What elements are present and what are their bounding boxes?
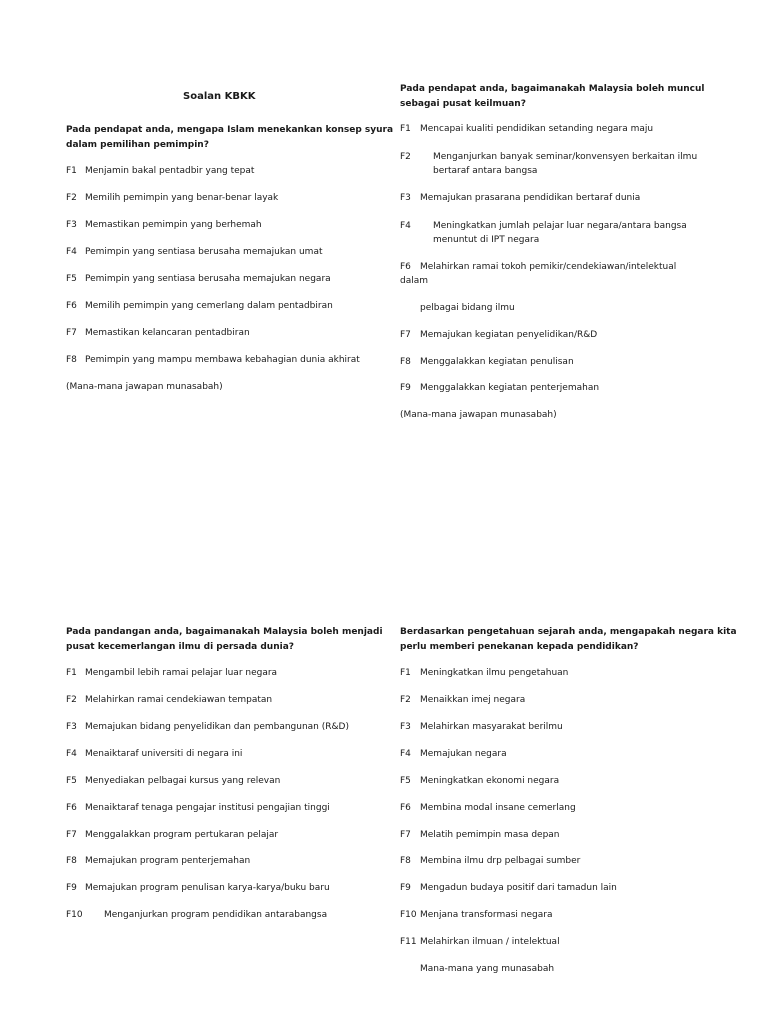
answer-code: F2	[66, 695, 77, 705]
answer-code: F3	[66, 220, 77, 230]
answer-item	[66, 803, 330, 813]
answer-item	[66, 722, 349, 732]
answer-text: Pemimpin yang mampu membawa kebahagian dunia akhirat	[85, 355, 360, 365]
answer-text: Menaikkan imej negara	[420, 695, 526, 705]
answer-note: (Mana-mana jawapan munasabah)	[400, 410, 557, 420]
answer-item	[400, 856, 581, 866]
answer-code: F4	[66, 749, 77, 759]
answer-item	[66, 749, 243, 759]
answer-text: Memajukan program penterjemahan	[85, 856, 251, 866]
answer-item	[66, 830, 279, 840]
answer-text-continued: pelbagai bidang ilmu	[420, 303, 515, 313]
answer-code: F1	[400, 668, 411, 678]
answer-text: Menganjurkan banyak seminar/konvensyen berkaitan ilmu	[433, 152, 698, 162]
answer-text: Melatih pemimpin masa depan	[420, 830, 560, 840]
answer-item	[400, 668, 569, 678]
answer-item	[66, 695, 273, 705]
answer-code: F4	[400, 221, 411, 231]
answer-text: Meningkatkan ilmu pengetahuan	[420, 668, 569, 678]
answer-code: F7	[66, 830, 77, 840]
answer-code: F1	[66, 166, 77, 176]
answer-item	[66, 328, 250, 338]
question-3-line-2: pusat kecemerlangan ilmu di persada dunia?	[66, 642, 294, 652]
answer-code: F2	[400, 695, 411, 705]
answer-code: F10	[66, 910, 83, 920]
answer-item	[400, 722, 563, 732]
answer-text: Meningkatkan ekonomi negara	[420, 776, 560, 786]
answer-text: Menggalakkan kegiatan penulisan	[420, 357, 574, 367]
answer-item	[400, 695, 526, 705]
answer-code: F9	[400, 883, 411, 893]
answer-item	[400, 776, 560, 786]
answer-item	[400, 830, 560, 840]
answer-text: Memastikan kelancaran pentadbiran	[85, 328, 250, 338]
answer-item	[66, 301, 333, 311]
answer-item	[400, 383, 600, 393]
answer-code: F11	[400, 937, 417, 947]
answer-item	[66, 856, 251, 866]
answer-text: Memilih pemimpin yang cemerlang dalam pentadbiran	[85, 301, 333, 311]
answer-text-continued: bertaraf antara bangsa	[433, 166, 538, 176]
answer-text: Melahirkan ramai tokoh pemikir/cendekiawan/intelektual	[420, 262, 677, 272]
answer-text: Memajukan prasarana pendidikan bertaraf dunia	[420, 193, 641, 203]
answer-text: Memilih pemimpin yang benar-benar layak	[85, 193, 279, 203]
answer-code: F3	[400, 722, 411, 732]
answer-text: Menjana transformasi negara	[420, 910, 553, 920]
answer-code: F9	[66, 883, 77, 893]
answer-item	[66, 193, 279, 203]
answer-text: Memajukan kegiatan penyelidikan/R&D	[420, 330, 598, 340]
answer-text: Memajukan program penulisan karya-karya/buku baru	[85, 883, 330, 893]
answer-item	[66, 668, 278, 678]
answer-code: F4	[400, 749, 411, 759]
answer-item	[400, 221, 411, 231]
answer-item	[400, 749, 507, 759]
answer-text: Mengadun budaya positif dari tamadun lain	[420, 883, 617, 893]
answer-text: Meningkatkan jumlah pelajar luar negara/antara bangsa	[433, 221, 687, 231]
answer-item	[400, 262, 677, 272]
answer-item	[400, 152, 411, 162]
answer-item	[400, 193, 641, 203]
answer-item	[66, 247, 323, 257]
question-1-line-1: Pada pendapat anda, mengapa Islam menekankan konsep syura	[66, 125, 394, 135]
answer-text: Pemimpin yang sentiasa berusaha memajukan umat	[85, 247, 323, 257]
answer-item	[400, 910, 553, 920]
answer-text: Menganjurkan program pendidikan antarabangsa	[104, 910, 328, 920]
answer-item	[400, 124, 654, 134]
answer-item	[400, 883, 617, 893]
answer-code: F7	[400, 330, 411, 340]
answer-item	[66, 910, 328, 920]
answer-code: F5	[66, 776, 77, 786]
answer-code: F1	[400, 124, 411, 134]
question-2-line-1: Pada pendapat anda, bagaimanakah Malaysia boleh muncul	[400, 84, 705, 94]
answer-code: F5	[66, 274, 77, 284]
answer-code: F6	[66, 803, 77, 813]
answer-code: F8	[400, 357, 411, 367]
answer-code: F3	[66, 722, 77, 732]
answer-code: F8	[400, 856, 411, 866]
answer-code: F6	[400, 262, 411, 272]
answer-code: F7	[66, 328, 77, 338]
answer-item	[400, 937, 560, 947]
answer-code: F5	[400, 776, 411, 786]
question-4-line-1: Berdasarkan pengetahuan sejarah anda, mengapakah negara kita	[400, 627, 737, 637]
question-4-line-2: perlu memberi penekanan kepada pendidikan?	[400, 642, 639, 652]
answer-code: F1	[66, 668, 77, 678]
answer-item	[400, 803, 576, 813]
answer-note: (Mana-mana jawapan munasabah)	[66, 382, 223, 392]
answer-code: F8	[66, 856, 77, 866]
question-2-line-2: sebagai pusat keilmuan?	[400, 99, 526, 109]
answer-note: Mana-mana yang munasabah	[420, 964, 555, 974]
question-1-line-2: dalam pemilihan pemimpin?	[66, 140, 209, 150]
answer-text: Menggalakkan program pertukaran pelajar	[85, 830, 279, 840]
answer-text: Mengambil lebih ramai pelajar luar negara	[85, 668, 278, 678]
answer-item	[66, 166, 255, 176]
answer-code: F4	[66, 247, 77, 257]
answer-text: Memastikan pemimpin yang berhemah	[85, 220, 262, 230]
answer-code: F8	[66, 355, 77, 365]
answer-code: F7	[400, 830, 411, 840]
answer-text: Pemimpin yang sentiasa berusaha memajukan negara	[85, 274, 331, 284]
answer-text: Melahirkan ramai cendekiawan tempatan	[85, 695, 273, 705]
answer-item	[400, 357, 574, 367]
answer-code: F3	[400, 193, 411, 203]
answer-item	[66, 776, 281, 786]
answer-text-continued: dalam	[400, 276, 429, 286]
answer-code: F9	[400, 383, 411, 393]
answer-text: Menaiktaraf universiti di negara ini	[85, 749, 243, 759]
answer-item	[66, 274, 331, 284]
answer-text-continued: menuntut di IPT negara	[433, 235, 540, 245]
answer-text: Memajukan negara	[420, 749, 507, 759]
answer-item	[66, 220, 262, 230]
answer-code: F10	[400, 910, 417, 920]
answer-text: Melahirkan masyarakat berilmu	[420, 722, 563, 732]
answer-text: Membina modal insane cemerlang	[420, 803, 576, 813]
answer-code: F2	[400, 152, 411, 162]
answer-text: Menyediakan pelbagai kursus yang relevan	[85, 776, 281, 786]
answer-text: Menaiktaraf tenaga pengajar institusi pengajian tinggi	[85, 803, 330, 813]
answer-text: Menjamin bakal pentadbir yang tepat	[85, 166, 255, 176]
answer-text: Menggalakkan kegiatan penterjemahan	[420, 383, 600, 393]
answer-code: F6	[66, 301, 77, 311]
answer-text: Mencapai kualiti pendidikan setanding negara maju	[420, 124, 654, 134]
question-3-line-1: Pada pandangan anda, bagaimanakah Malaysia boleh menjadi	[66, 627, 383, 637]
answer-text: Membina ilmu drp pelbagai sumber	[420, 856, 581, 866]
page-title: Soalan KBKK	[183, 91, 256, 102]
answer-code: F2	[66, 193, 77, 203]
answer-item	[400, 330, 598, 340]
answer-text: Memajukan bidang penyelidikan dan pembangunan (R&D)	[85, 722, 349, 732]
answer-text: Melahirkan ilmuan / intelektual	[420, 937, 560, 947]
answer-item	[66, 883, 330, 893]
answer-code: F6	[400, 803, 411, 813]
answer-item	[66, 355, 360, 365]
